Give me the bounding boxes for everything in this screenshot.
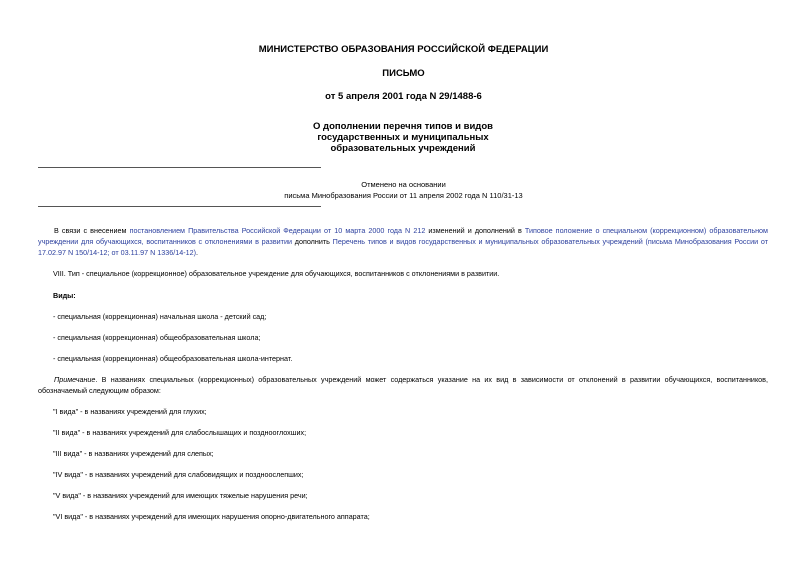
type-viii-paragraph: VIII. Тип - специальное (коррекционное) образовательное учреждение для обучающихся, воспитанников с отклонениями в развитии. bbox=[53, 269, 500, 278]
list-item: "II вида" - в названиях учреждений для слабослышащих и позднооглохших; bbox=[53, 428, 307, 437]
subject-line: О дополнении перечня типов и видов bbox=[313, 121, 493, 132]
list-item: - специальная (коррекционная) начальная школа - детский сад; bbox=[53, 312, 267, 321]
cancel-note bbox=[240, 179, 567, 201]
list-link[interactable]: Перечень типов и видов государственных и муниципальных образовательных учреждений (письма Минобразования России от 17.02.97 N 150/14-12; от 03.11.97 N 1336/14-12) bbox=[38, 237, 769, 257]
note-label: Примечание bbox=[54, 375, 96, 384]
ministry-heading: МИНИСТЕРСТВО ОБРАЗОВАНИЯ РОССИЙСКОЙ ФЕДЕРАЦИИ bbox=[258, 44, 549, 55]
intro-text: . bbox=[196, 248, 199, 257]
divider-bottom bbox=[38, 206, 321, 207]
decree-link[interactable]: постановлением Правительства Российской Федерации от 10 марта 2000 года N 212 bbox=[129, 226, 426, 235]
intro-paragraph bbox=[38, 225, 768, 258]
intro-text: изменений и дополнений в bbox=[425, 226, 525, 235]
list-item: "I вида" - в названиях учреждений для глухих; bbox=[53, 407, 207, 416]
list-item: "V вида" - в названиях учреждений для имеющих тяжелые нарушения речи; bbox=[53, 491, 308, 500]
cancel-note-line: письма Минобразования России от 11 апреля 2002 года N 110/31-13 bbox=[284, 191, 523, 200]
intro-text: дополнить bbox=[292, 237, 333, 246]
divider-top bbox=[38, 167, 321, 168]
kinds-label: Виды: bbox=[53, 291, 76, 300]
list-item: "VI вида" - в названиях учреждений для имеющих нарушения опорно-двигательного аппарата; bbox=[53, 512, 370, 521]
intro-text: В связи с внесением bbox=[54, 226, 130, 235]
cancel-note-line: Отменено на основании bbox=[361, 180, 446, 189]
note-text: . В названиях специальных (коррекционных) образовательных учреждений может содержаться указание на их вид в зависимости от отклонений в развитии обучающихся, воспитанников, обозначаемый следующим образом: bbox=[38, 375, 768, 395]
subject-line: образовательных учреждений bbox=[330, 143, 476, 154]
list-item: "IV вида" - в названиях учреждений для слабовидящих и поздноослепших; bbox=[53, 470, 304, 479]
list-item: - специальная (коррекционная) общеобразовательная школа-интернат. bbox=[53, 354, 293, 363]
note-paragraph bbox=[38, 374, 768, 396]
subject-line: государственных и муниципальных bbox=[317, 132, 489, 143]
regulation-link[interactable]: Типовое положение о специальном (коррекционном) образовательном учреждении для обучающихся, воспитанников с отклонениями в развитии bbox=[38, 226, 768, 246]
document-type: ПИСЬМО bbox=[382, 68, 425, 79]
document-subject bbox=[253, 121, 553, 154]
list-item: - специальная (коррекционная) общеобразовательная школа; bbox=[53, 333, 261, 342]
list-item: "III вида" - в названиях учреждений для слепых; bbox=[53, 449, 214, 458]
document-date-number: от 5 апреля 2001 года N 29/1488-6 bbox=[325, 91, 482, 102]
